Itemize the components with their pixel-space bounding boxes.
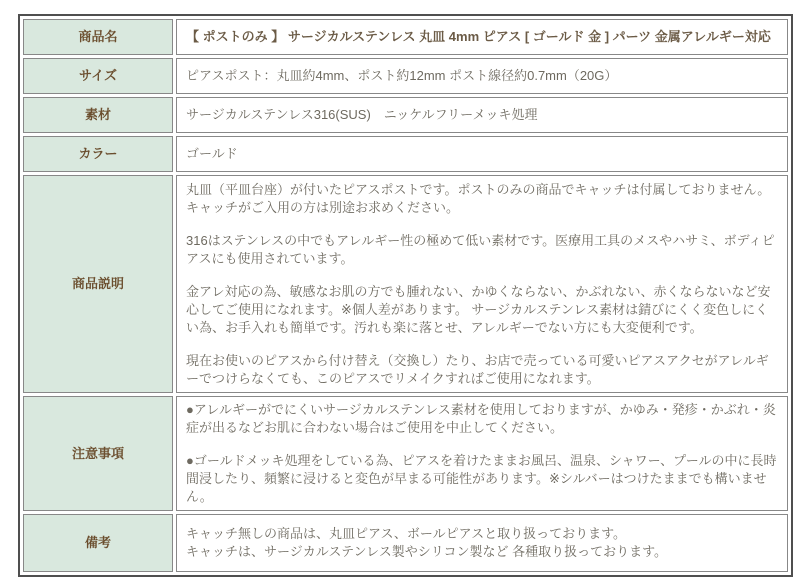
spec-row-material: [23, 97, 788, 133]
row-label-description: 商品説明: [23, 175, 173, 393]
row-value-description: [176, 175, 788, 393]
spec-row-description: [23, 175, 788, 393]
row-value-size: ピアスポスト：丸皿約4mm、ポスト約12mm ポスト線径約0.7mm（20G）: [176, 58, 788, 94]
caution-paragraph: ●ゴールドメッキ処理をしている為、ピアスを着けたままお風呂、温泉、シャワー、プールの中に長時間浸したり、頻繁に浸けると変色が早まる可能性があります。※シルバーはつけたままでも構いません。: [186, 453, 777, 504]
spec-row-caution: [23, 396, 788, 511]
row-value-material: サージカルステンレス316(SUS) ニッケルフリーメッキ処理: [176, 97, 788, 133]
caution-paragraph: ●アレルギーがでにくいサージカルステンレス素材を使用しておりますが、かゆみ・発疹・かぶれ・炎症が出るなどお肌に合わない場合はご使用を中止してください。: [186, 402, 776, 435]
row-value-color: ゴールド: [176, 136, 788, 172]
spec-row-remarks: [23, 514, 788, 572]
row-value-product-name: 【 ポストのみ 】 サージカルステンレス 丸皿 4mm ピアス [ ゴールド 金 ] パーツ 金属アレルギー対応: [176, 19, 788, 55]
row-value-remarks: [176, 514, 788, 572]
row-label-caution: 注意事項: [23, 396, 173, 511]
product-spec-table: [18, 14, 793, 577]
description-paragraph: 316はステンレスの中でもアレルギー性の極めて低い素材です。医療用工具のメスやハサミ、ボディピアスにも使用されています。: [186, 232, 775, 266]
row-label-color: カラー: [23, 136, 173, 172]
row-label-remarks: 備考: [23, 514, 173, 572]
description-paragraph: 丸皿（平皿台座）が付いたピアスポストです。ポストのみの商品でキャッチは付属しておりません。キャッチがご入用の方は別途お求めください。: [186, 181, 771, 215]
remarks-line: キャッチは、サージカルステンレス製やシリコン製など 各種取り扱っております。: [186, 544, 668, 559]
description-paragraph: 現在お使いのピアスから付け替え（交換し）たり、お店で売っている可愛いピアスアクセがアレルギーでつけらなくても、このピアスでリメイクすればご使用になれます。: [186, 352, 769, 386]
row-value-caution: [176, 396, 788, 511]
remarks-line: キャッチ無しの商品は、丸皿ピアス、ボールピアスと取り扱っております。: [186, 526, 627, 541]
spec-row-size: [23, 58, 788, 94]
spec-row-product-name: [23, 19, 788, 55]
row-label-size: サイズ: [23, 58, 173, 94]
row-label-product-name: 商品名: [23, 19, 173, 55]
spec-row-color: [23, 136, 788, 172]
description-paragraph: 金アレ対応の為、敏感なお肌の方でも腫れない、かゆくならない、かぶれない、赤くならないなど安心してご使用になれます。※個人差があります。 サージカルステンレス素材は錆びにくく変色しにくい為、お手入れも簡単です。汚れも楽に落とせ、アレルギーでない方にも大変便利です。: [186, 283, 771, 335]
row-label-material: 素材: [23, 97, 173, 133]
